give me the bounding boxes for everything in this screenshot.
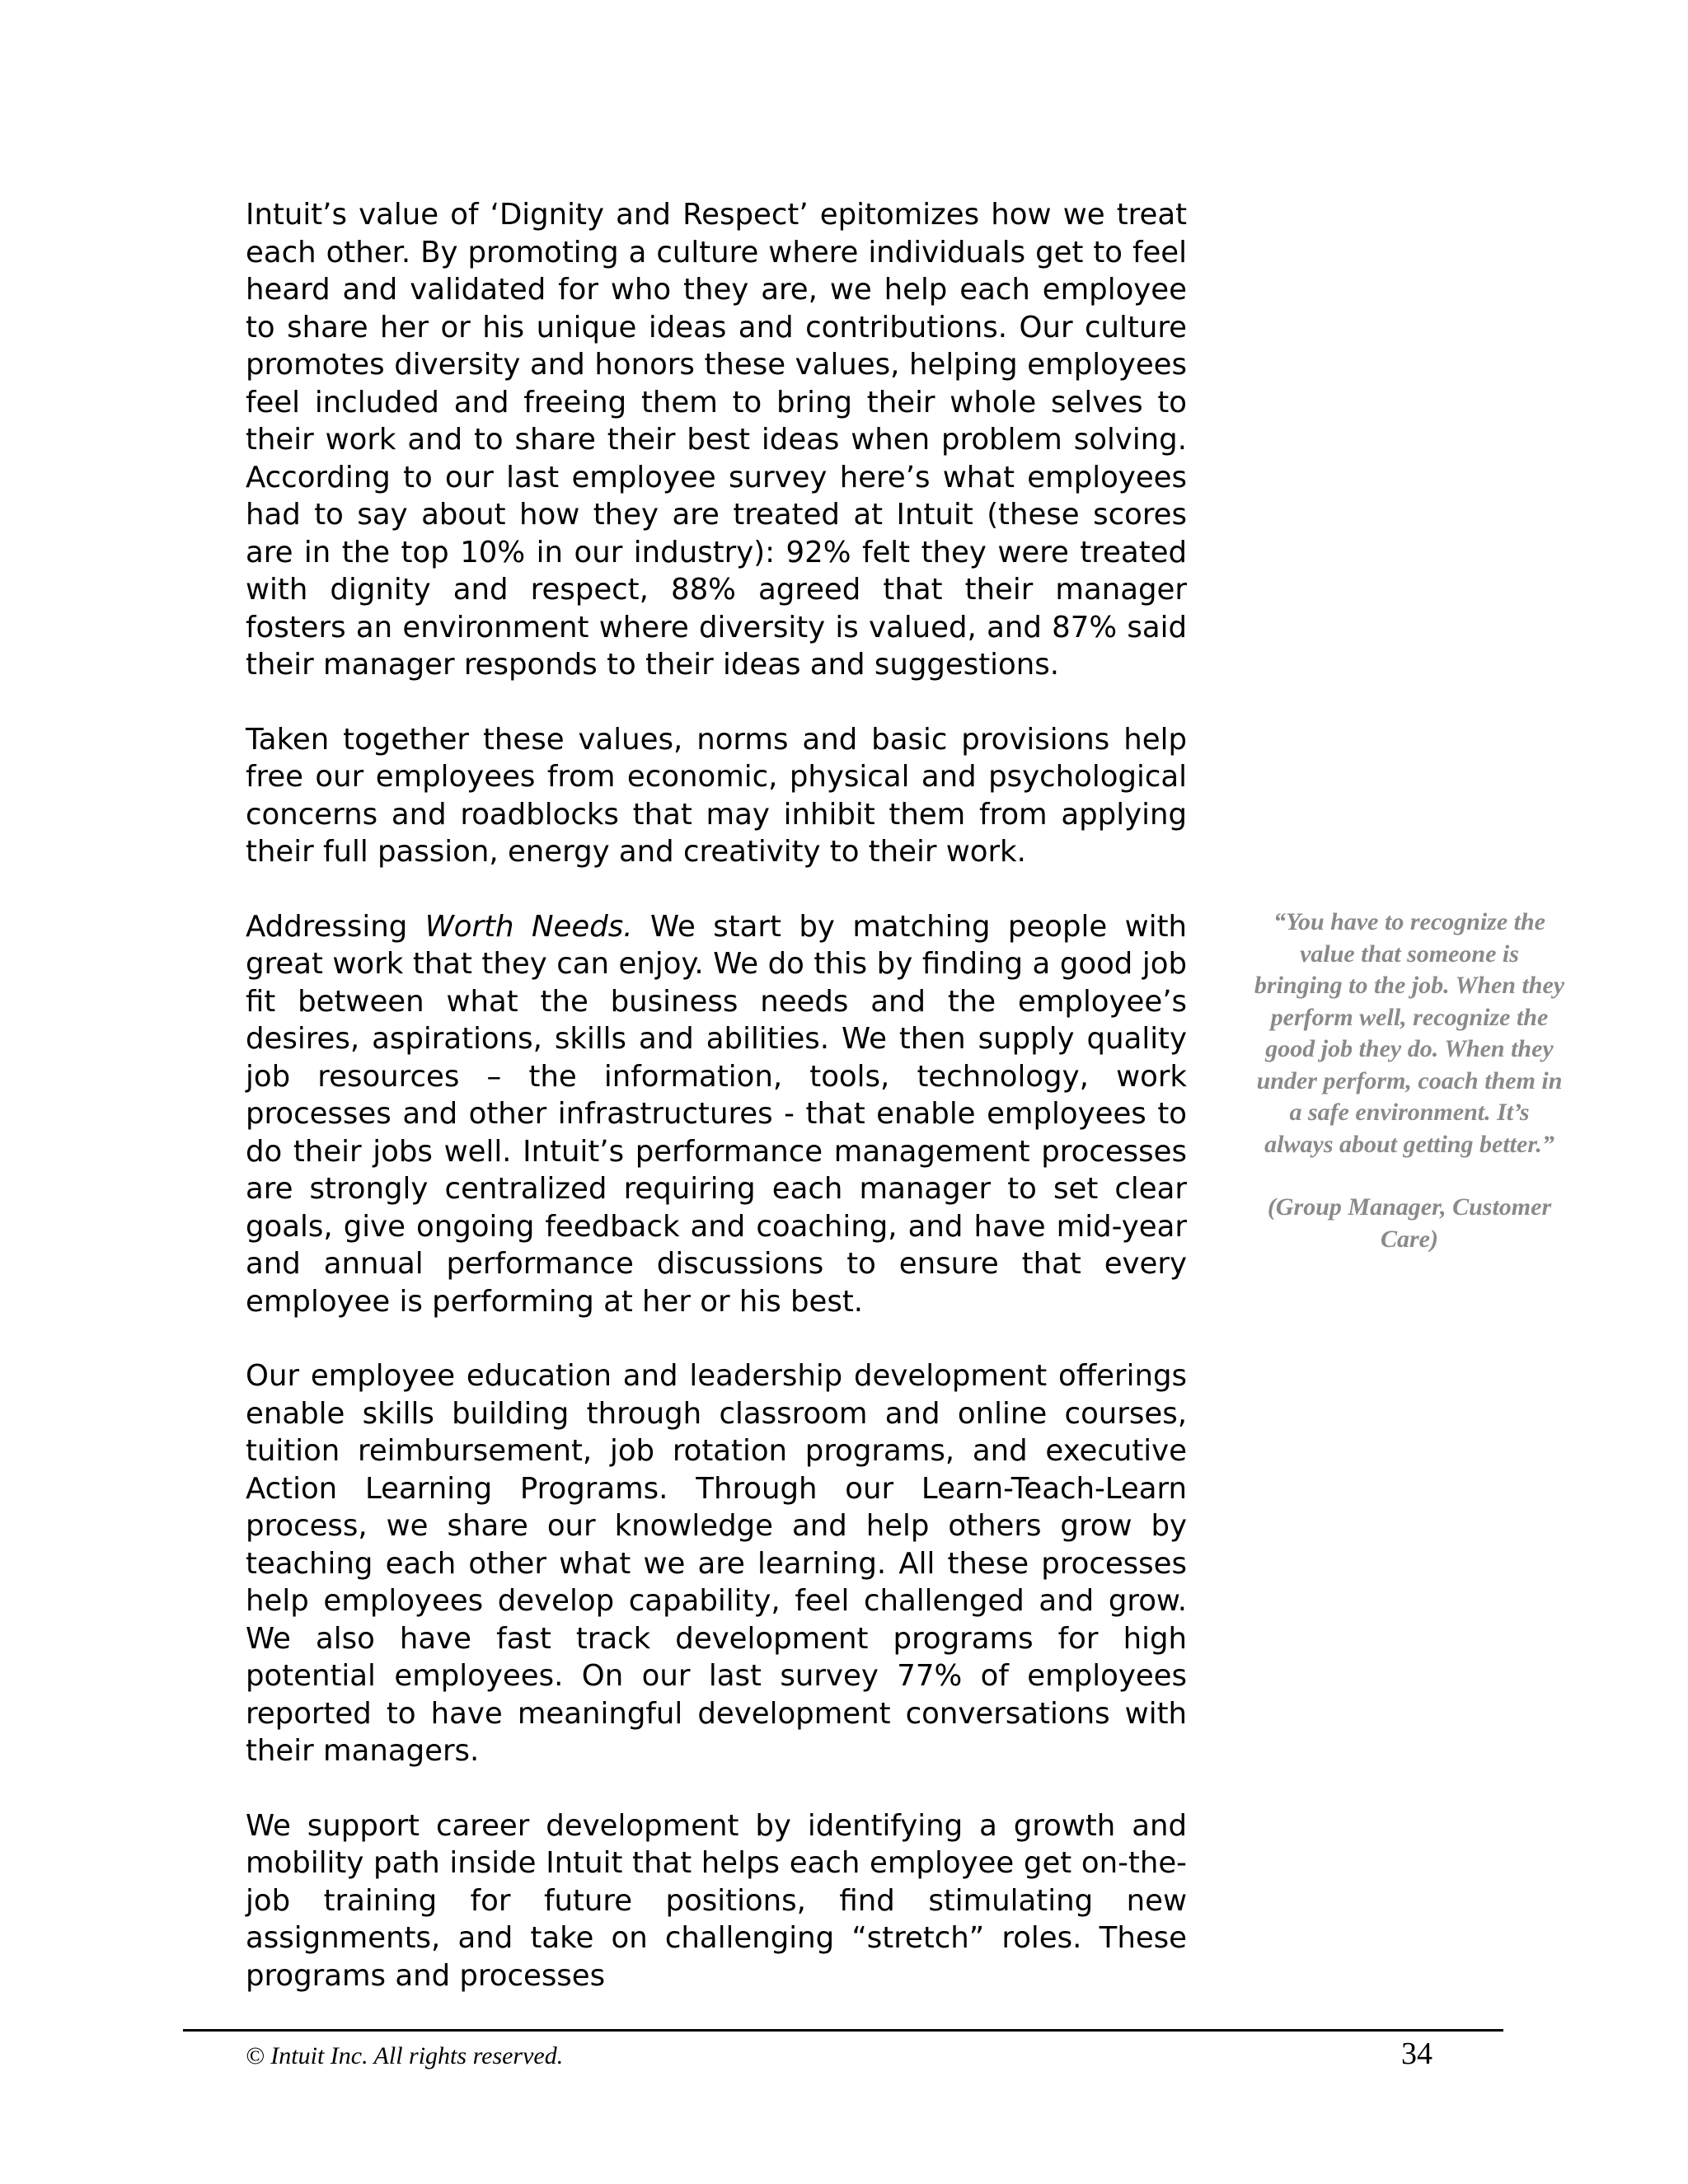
paragraph-worth-needs: [246, 908, 1187, 1321]
worth-needs-heading: Worth Needs.: [424, 909, 633, 944]
paragraph-values-norms: Taken together these values, norms and basic provisions help free our employees from economic, physical and psychological concerns and roadblocks that may inhibit them from applying their full passion, energy and creativity to their work.: [246, 722, 1187, 869]
sidebar-quote: [1253, 907, 1566, 1255]
paragraph-dignity-respect: Intuit’s value of ‘Dignity and Respect’ epitomizes how we treat each other. By promoting a culture where individuals get to feel heard and validated for who they are, we help each employee to share her or his unique ideas and contributions. Our culture promotes diversity and honors these values, helping employees feel included and freeing them to bring their whole selves to their work and to share their best ideas when problem solving. According to our last employee survey here’s what employees had to say about how they are treated at Intuit (these scores are in the top 10% in our industry): 92% felt they were treated with dignity and respect, 88% agreed that their manager fosters an environment where diversity is valued, and 87% said their manager responds to their ideas and suggestions.: [246, 198, 1187, 682]
worth-needs-body: We start by matching people with great work that they can enjoy. We do this by finding a good job fit between what the business needs and the employee’s desires, aspirations, skills and abilities. We then supply quality job resources – the information, tools, technology, work processes and other infrastructures - that enable employees to do their jobs well. Intuit’s performance management processes are strongly centralized requiring each manager to set clear goals, give ongoing feedback and coaching, and have mid-year and annual performance discussions to ensure that every employee is performing at her or his best.: [246, 909, 1187, 1319]
quote-text: “You have to recognize the value that someone is bringing to the job. When they perform well, recognize the good job they do. When they under perform, coach them in a safe environment. It’s always about getting better.”: [1254, 908, 1565, 1158]
main-text-column: [246, 196, 1187, 2032]
worth-needs-lead: Addressing: [246, 909, 425, 944]
footer-copyright: © Intuit Inc. All rights reserved.: [246, 2042, 564, 2069]
footer-divider: [183, 2029, 1503, 2032]
page-number: 34: [1401, 2036, 1432, 2071]
paragraph-education: Our employee education and leadership development offerings enable skills building through classroom and online courses, tuition reimbursement, job rotation programs, and executive Action Learning Programs. Through our Learn-Teach-Learn process, we share our knowledge and help others grow by teaching each other what we are learning. All these processes help employees develop capability, feel challenged and grow. We also have fast track development programs for high potential employees. On our last survey 77% of employees reported to have meaningful development conversations with their managers.: [246, 1359, 1187, 1768]
quote-attribution: (Group Manager, Customer Care): [1267, 1193, 1552, 1253]
paragraph-career-development: We support career development by identifying a growth and mobility path inside Intuit that helps each employee get on-the-job training for future positions, find stimulating new assignments, and take on challenging “stretch” roles. These programs and processes: [246, 1808, 1187, 1993]
